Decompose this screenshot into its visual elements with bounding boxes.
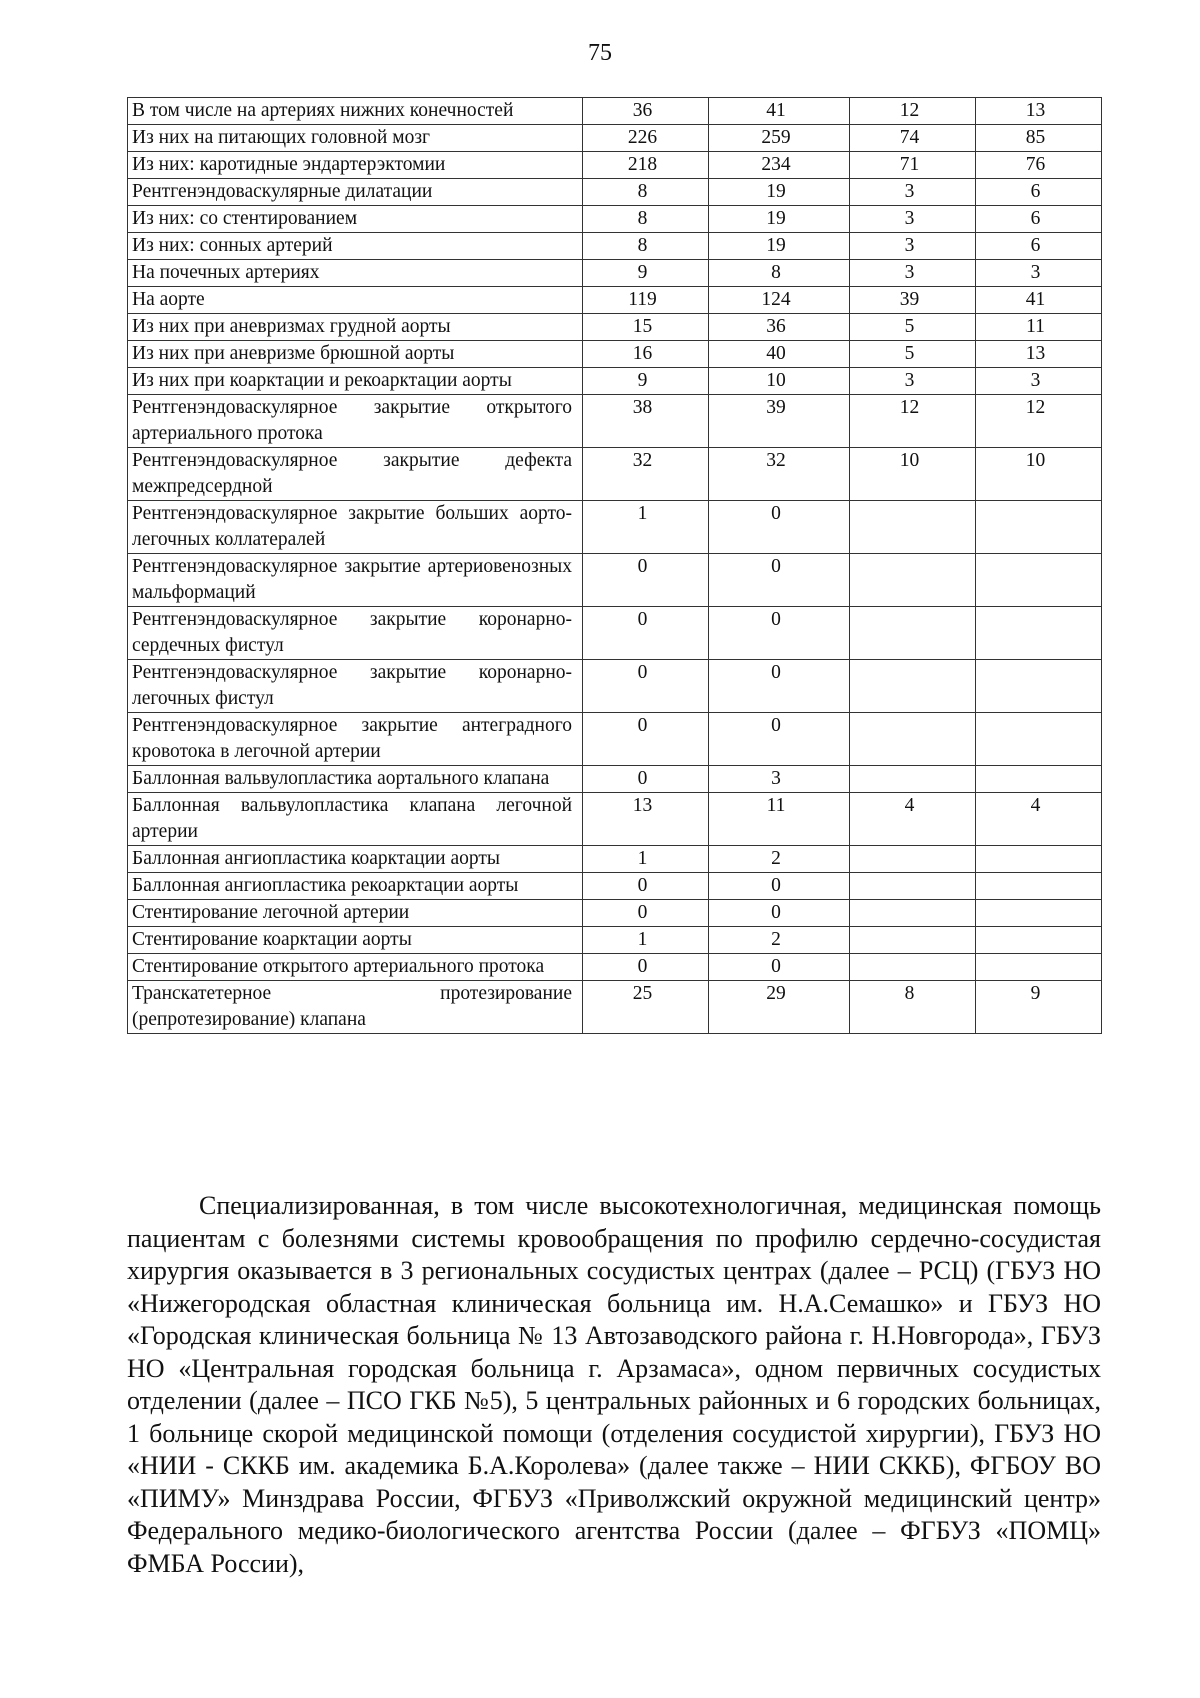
table-body (128, 98, 1102, 1034)
table-row (128, 793, 1102, 846)
value-cell-2: 8 (709, 260, 850, 287)
value-cell-3: 74 (850, 125, 976, 152)
value-cell-2: 3 (709, 766, 850, 793)
value-cell-4 (976, 554, 1102, 607)
value-cell-1: 0 (583, 900, 709, 927)
value-cell-4 (976, 846, 1102, 873)
value-cell-4: 9 (976, 981, 1102, 1034)
value-cell-3 (850, 873, 976, 900)
value-cell-1: 0 (583, 660, 709, 713)
table-row (128, 846, 1102, 873)
value-cell-3 (850, 900, 976, 927)
value-cell-2: 0 (709, 501, 850, 554)
value-cell-4: 11 (976, 314, 1102, 341)
value-cell-1: 8 (583, 206, 709, 233)
row-label-cell: Из них при аневризме брюшной аорты (128, 341, 583, 368)
row-label-cell: Рентгенэндоваскулярное закрытие артериовенозных мальформаций (128, 554, 583, 607)
value-cell-2: 41 (709, 98, 850, 125)
value-cell-2: 124 (709, 287, 850, 314)
value-cell-3 (850, 766, 976, 793)
table-row (128, 152, 1102, 179)
table-row (128, 98, 1102, 125)
value-cell-3 (850, 607, 976, 660)
value-cell-4: 6 (976, 206, 1102, 233)
row-label-cell: На почечных артериях (128, 260, 583, 287)
table-row (128, 341, 1102, 368)
value-cell-2: 2 (709, 927, 850, 954)
value-cell-2: 0 (709, 554, 850, 607)
value-cell-2: 0 (709, 713, 850, 766)
value-cell-1: 8 (583, 179, 709, 206)
table-row (128, 314, 1102, 341)
table-row (128, 287, 1102, 314)
table-row (128, 233, 1102, 260)
value-cell-1: 16 (583, 341, 709, 368)
value-cell-3: 3 (850, 179, 976, 206)
value-cell-2: 11 (709, 793, 850, 846)
table-row (128, 900, 1102, 927)
value-cell-2: 19 (709, 233, 850, 260)
value-cell-2: 10 (709, 368, 850, 395)
table-row (128, 607, 1102, 660)
table-row (128, 873, 1102, 900)
value-cell-4: 3 (976, 260, 1102, 287)
value-cell-2: 0 (709, 873, 850, 900)
table-row (128, 368, 1102, 395)
row-label-cell: Из них: каротидные эндартерэктомии (128, 152, 583, 179)
table-row (128, 501, 1102, 554)
value-cell-1: 0 (583, 713, 709, 766)
row-label-cell: Стентирование открытого артериального протока (128, 954, 583, 981)
value-cell-2: 29 (709, 981, 850, 1034)
value-cell-4: 76 (976, 152, 1102, 179)
page-number: 75 (588, 40, 612, 66)
value-cell-4: 6 (976, 233, 1102, 260)
table-row (128, 179, 1102, 206)
value-cell-2: 2 (709, 846, 850, 873)
row-label-cell: Рентгенэндоваскулярные дилатации (128, 179, 583, 206)
value-cell-3 (850, 501, 976, 554)
value-cell-3: 12 (850, 98, 976, 125)
value-cell-2: 0 (709, 607, 850, 660)
row-label-cell: Баллонная ангиопластика коарктации аорты (128, 846, 583, 873)
value-cell-3: 12 (850, 395, 976, 448)
value-cell-4: 85 (976, 125, 1102, 152)
value-cell-1: 0 (583, 954, 709, 981)
value-cell-1: 32 (583, 448, 709, 501)
value-cell-1: 36 (583, 98, 709, 125)
value-cell-1: 9 (583, 368, 709, 395)
value-cell-4: 4 (976, 793, 1102, 846)
row-label-cell: Из них: сонных артерий (128, 233, 583, 260)
value-cell-2: 32 (709, 448, 850, 501)
statistics-table (127, 97, 1102, 1034)
value-cell-3: 71 (850, 152, 976, 179)
value-cell-4: 6 (976, 179, 1102, 206)
value-cell-4: 13 (976, 341, 1102, 368)
row-label-cell: Стентирование коарктации аорты (128, 927, 583, 954)
value-cell-3: 5 (850, 341, 976, 368)
value-cell-4 (976, 900, 1102, 927)
row-label-cell: Рентгенэндоваскулярное закрытие открытого артериального протока (128, 395, 583, 448)
value-cell-4 (976, 954, 1102, 981)
value-cell-4 (976, 766, 1102, 793)
row-label-cell: В том числе на артериях нижних конечностей (128, 98, 583, 125)
value-cell-1: 13 (583, 793, 709, 846)
value-cell-3 (850, 954, 976, 981)
value-cell-3: 10 (850, 448, 976, 501)
value-cell-1: 8 (583, 233, 709, 260)
value-cell-4: 10 (976, 448, 1102, 501)
value-cell-1: 0 (583, 607, 709, 660)
row-label-cell: Рентгенэндоваскулярное закрытие дефекта межпредсердной (128, 448, 583, 501)
value-cell-3: 39 (850, 287, 976, 314)
value-cell-4: 12 (976, 395, 1102, 448)
value-cell-2: 19 (709, 206, 850, 233)
row-label-cell: Из них при коарктации и рекоарктации аорты (128, 368, 583, 395)
value-cell-2: 39 (709, 395, 850, 448)
table-row (128, 954, 1102, 981)
row-label-cell: Стентирование легочной артерии (128, 900, 583, 927)
value-cell-4 (976, 501, 1102, 554)
row-label-cell: Рентгенэндоваскулярное закрытие коронарно-легочных фистул (128, 660, 583, 713)
table-row (128, 260, 1102, 287)
value-cell-3 (850, 713, 976, 766)
value-cell-1: 0 (583, 873, 709, 900)
value-cell-1: 25 (583, 981, 709, 1034)
value-cell-4: 13 (976, 98, 1102, 125)
row-label-cell: Из них: со стентированием (128, 206, 583, 233)
table-row (128, 125, 1102, 152)
value-cell-3: 5 (850, 314, 976, 341)
value-cell-1: 0 (583, 554, 709, 607)
row-label-cell: Из них на питающих головной мозг (128, 125, 583, 152)
row-label-cell: Баллонная вальвулопластика клапана легочной артерии (128, 793, 583, 846)
value-cell-3: 3 (850, 368, 976, 395)
value-cell-4 (976, 873, 1102, 900)
value-cell-1: 9 (583, 260, 709, 287)
value-cell-3: 8 (850, 981, 976, 1034)
table-row (128, 927, 1102, 954)
value-cell-4 (976, 607, 1102, 660)
value-cell-1: 226 (583, 125, 709, 152)
value-cell-4: 41 (976, 287, 1102, 314)
table-row (128, 554, 1102, 607)
value-cell-3: 4 (850, 793, 976, 846)
value-cell-2: 36 (709, 314, 850, 341)
value-cell-4 (976, 927, 1102, 954)
value-cell-2: 0 (709, 954, 850, 981)
row-label-cell: Транскатетерное протезирование (репротезирование) клапана (128, 981, 583, 1034)
value-cell-4 (976, 713, 1102, 766)
value-cell-4: 3 (976, 368, 1102, 395)
table-row (128, 448, 1102, 501)
value-cell-2: 234 (709, 152, 850, 179)
value-cell-2: 0 (709, 660, 850, 713)
value-cell-1: 1 (583, 927, 709, 954)
value-cell-1: 1 (583, 501, 709, 554)
value-cell-3 (850, 660, 976, 713)
value-cell-3: 3 (850, 260, 976, 287)
value-cell-4 (976, 660, 1102, 713)
value-cell-2: 0 (709, 900, 850, 927)
row-label-cell: Баллонная вальвулопластика аортального клапана (128, 766, 583, 793)
table-row (128, 713, 1102, 766)
row-label-cell: Рентгенэндоваскулярное закрытие антеградного кровотока в легочной артерии (128, 713, 583, 766)
row-label-cell: Рентгенэндоваскулярное закрытие коронарно-сердечных фистул (128, 607, 583, 660)
value-cell-3 (850, 554, 976, 607)
value-cell-2: 19 (709, 179, 850, 206)
table-row (128, 766, 1102, 793)
row-label-cell: Баллонная ангиопластика рекоарктации аорты (128, 873, 583, 900)
value-cell-2: 259 (709, 125, 850, 152)
row-label-cell: На аорте (128, 287, 583, 314)
value-cell-3 (850, 846, 976, 873)
value-cell-1: 38 (583, 395, 709, 448)
value-cell-1: 218 (583, 152, 709, 179)
value-cell-1: 15 (583, 314, 709, 341)
value-cell-3: 3 (850, 206, 976, 233)
row-label-cell: Рентгенэндоваскулярное закрытие больших аорто-легочных коллатералей (128, 501, 583, 554)
value-cell-3 (850, 927, 976, 954)
table-row (128, 206, 1102, 233)
body-paragraph: Специализированная, в том числе высокотехнологичная, медицинская помощь пациентам с болезнями системы кровообращения по профилю сердечно-сосудистая хирургия оказывается в 3 региональных сосудистых центрах (далее – РСЦ) (ГБУЗ НО «Нижегородская областная клиническая больница им. Н.А.Семашко» и ГБУЗ НО «Городская клиническая больница № 13 Автозаводского района г. Н.Новгорода», ГБУЗ НО «Центральная городская больница г. Арзамаса», одном первичных сосудистых отделении (далее – ПСО ГКБ №5), 5 центральных районных и 6 городских больницах, 1 больнице скорой медицинской помощи (отделения сосудистой хирургии), ГБУЗ НО «НИИ - СККБ им. академика Б.А.Королева» (далее также – НИИ СККБ), ФГБОУ ВО «ПИМУ» Минздрава России, ФГБУЗ «Приволжский окружной медицинский центр» Федерального медико-биологического агентства России (далее – ФГБУЗ «ПОМЦ» ФМБА России), (127, 1191, 1101, 1578)
value-cell-1: 1 (583, 846, 709, 873)
row-label-cell: Из них при аневризмах грудной аорты (128, 314, 583, 341)
value-cell-1: 0 (583, 766, 709, 793)
value-cell-3: 3 (850, 233, 976, 260)
table-row (128, 395, 1102, 448)
value-cell-2: 40 (709, 341, 850, 368)
table-row (128, 660, 1102, 713)
value-cell-1: 119 (583, 287, 709, 314)
table-row (128, 981, 1102, 1034)
